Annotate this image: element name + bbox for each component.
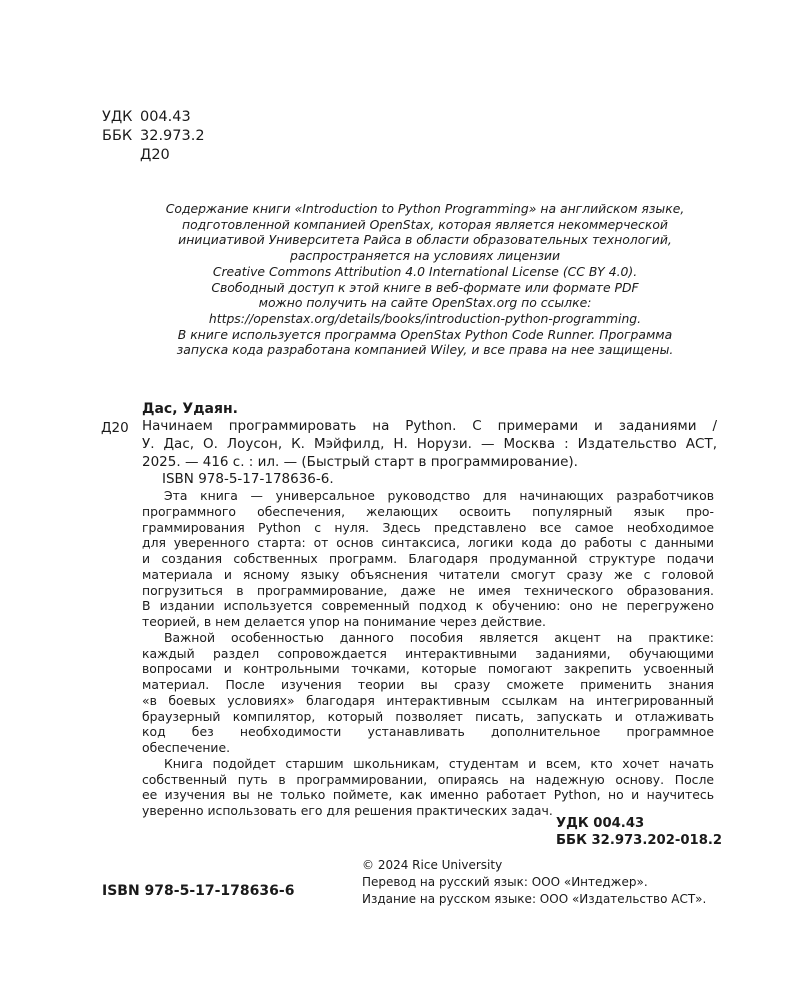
license-line: можно получить на сайте OpenStax.org по ссылке: xyxy=(258,295,592,311)
bbk-value: 32.973.2 xyxy=(140,128,205,144)
abstract-line: код без необходимости устанавливать дополнительное программное xyxy=(142,724,714,740)
translation-line: Перевод на русский язык: ООО «Интеджер». xyxy=(362,874,648,889)
abstract-line: Важной особенностью данного пособия является акцент на практике: xyxy=(164,629,714,645)
abstract-line: «в боевых условиях» благодаря интерактивным ссылкам на интегрированный xyxy=(142,692,714,708)
udk-value: 004.43 xyxy=(140,109,191,125)
license-line: запуска кода разработана компанией Wiley, и все права на нее защищены. xyxy=(176,342,674,358)
abstract-line: В издании используется современный подход к обучению: оно не перегружено xyxy=(142,598,714,614)
bottom-classification xyxy=(556,815,722,849)
abstract-line: ее изучения вы не только поймете, как именно работает Python, но и научитесь xyxy=(142,787,714,803)
abstract-line: Книга подойдет старшим школьникам, студентам и всем, кто хочет начать xyxy=(164,755,714,771)
license-line: распространяется на условиях лицензии xyxy=(289,248,561,264)
license-url: https://openstax.org/details/books/introduction-python-programming. xyxy=(208,310,642,326)
abstract-line: погрузиться в программирование, даже не имея технического образования. xyxy=(142,582,714,598)
license-line: Свободный доступ к этой книге в веб-формате или формате PDF xyxy=(211,279,639,295)
abstract xyxy=(142,488,714,819)
abstract-line: программного обеспечения, желающих освоить популярный язык про- xyxy=(142,503,714,519)
biblio-line: Начинаем программировать на Python. С примерами и заданиями / xyxy=(142,418,717,434)
classification-codes xyxy=(102,108,205,165)
bbk-label: ББК xyxy=(102,128,133,144)
biblio-isbn: ISBN 978-5-17-178636-6. xyxy=(162,471,334,487)
abstract-line: браузерный компилятор, который позволяет писать, запускать и отлаживать xyxy=(142,708,714,724)
udk-label: УДК xyxy=(102,109,133,125)
library-cipher: Д20 xyxy=(101,420,129,436)
abstract-line: каждый раздел сопровождается интерактивными заданиями, обучающими xyxy=(142,645,714,661)
license-line: инициативой Университета Райса в области образовательных технологий, xyxy=(178,232,672,248)
license-line: В книге используется программа OpenStax Python Code Runner. Программа xyxy=(177,326,673,342)
abstract-line: и создания собственных программ. Благодаря продуманной структуре подачи xyxy=(142,551,714,566)
license-note xyxy=(120,201,730,358)
abstract-line: вопросами и контрольными точками, которые помогают закрепить усвоенный xyxy=(142,661,714,677)
abstract-line: граммирования Python с нуля. Здесь представлено все самое необходимое xyxy=(142,519,714,535)
license-line: подготовленной компанией OpenStax, которая является некоммерческой xyxy=(182,216,668,232)
biblio-line: 2025. — 416 с. : ил. — (Быстрый старт в программирование). xyxy=(142,453,578,470)
abstract-line: для уверенного старта: от основ синтаксиса, логики кода до работы с данными xyxy=(142,535,714,551)
biblio-line: У. Дас, О. Лоусон, К. Мэйфилд, Н. Норузи. — Москва : Издательство АСТ, xyxy=(142,435,717,452)
edition-line: Издание на русском языке: ООО «Издательство АСТ». xyxy=(362,891,707,906)
abstract-line: уверенно использовать его для решения практических задач. xyxy=(142,803,553,818)
isbn-number: ISBN 978-5-17-178636-6 xyxy=(102,883,295,899)
abstract-line: Эта книга — универсальное руководство для начинающих разработчиков xyxy=(164,488,714,503)
copyright-line: © 2024 Rice University xyxy=(362,858,503,872)
abstract-line: собственный путь в программировании, опираясь на надежную основу. После xyxy=(142,771,714,787)
abstract-line: материала и ясному языку объяснения читатели смогут сразу же с головой xyxy=(142,566,714,582)
abstract-line: теорией, в нем делается упор на понимание через действие. xyxy=(142,614,546,629)
copyright-block xyxy=(362,857,706,907)
license-line: Содержание книги «Introduction to Python Programming» на английском языке, xyxy=(165,201,685,216)
bottom-bbk: ББК 32.973.202-018.2 xyxy=(556,833,723,848)
abstract-line: материал. После изучения теории вы сразу сможете применить знания xyxy=(142,677,714,692)
author-name: Дас, Удаян. xyxy=(142,401,238,417)
abstract-line: обеспечение. xyxy=(142,740,231,755)
license-line: Creative Commons Attribution 4.0 International License (CC BY 4.0). xyxy=(212,263,638,279)
bibliographic-description xyxy=(142,418,717,471)
bottom-udk: УДК 004.43 xyxy=(556,816,645,831)
author-mark: Д20 xyxy=(140,147,170,163)
